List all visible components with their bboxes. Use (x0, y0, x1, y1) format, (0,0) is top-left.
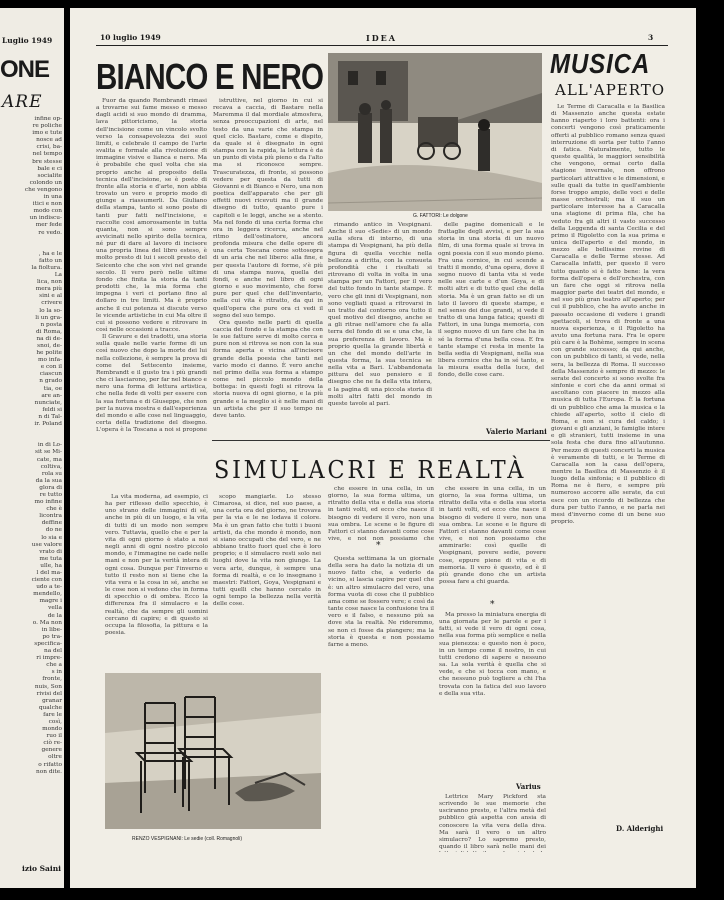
sedie-photo (105, 673, 321, 829)
simulacri-signature: Varius (516, 782, 541, 791)
left-page-fragment (0, 8, 64, 888)
simulacri-col-2 (213, 494, 321, 666)
musica-subtitle: ALL'APERTO (555, 81, 666, 99)
header-rule (96, 45, 668, 46)
left-page-headline-1: ONE (0, 56, 50, 83)
simulacri-col-6-text: Lettrice Mary Pickford sta scrivendo le sue memorie che usciranno presto, e l'altra metà del pubblico già aspetta con ansia di conoscere la vita vera della diva. Ma sarà il vero o un altro simulacro? Lo sapremo presto, quando il libro sarà nelle mani dei (439, 794, 546, 851)
musica-title: MUSICA (550, 48, 651, 79)
header-brand: IDEA (366, 33, 397, 43)
left-page-signature: izio Saini (22, 864, 61, 873)
bianco-nero-col-1-text: Fuor da quando Rembrandt rimasi a trovarne sui fame messo e messo dagli acidi si suo mondo di dramma, lava pittoricismo, la storia dell'incisione come un vincolo svolto verso la consapevolezza dei suoi limiti, e celebrale il campo de l'arte svalita e formale alla rivoluzione di immagine visive e lianca e nero. Ma è probabile che quel volta che sia proprio anche al proposito della tecnica dell'incisione, se è posto di fronte alla storia e d'arte, non abbia trovato un vero e proprio modo di giunge a riassumerli. Da Giuliano della stampa, tanto si sono poste di tanti pur fatti nell'incisione, e raccolte cosi amorosamente in tutta quanta, non si sono sempre avvicinati nello spirito della tecnica, né pur di dare al lavoro di incisore una propria linea del libro esteso, è molto presto di lui i secoli presto del Seicento che che son vivi nel grande secolo. Il vero però nelle ultime fondo che finita la storia da tanti prodotti che, la mia forma che impegna i veri ci portano fino al dollaro in tre limiti. Ma è proprio anche il cui potenza si discute verso le vicende artistiche in cui Ma oltre il cui si possono vedere e ritrovare in così nelle occasioni a tracce. (96, 98, 207, 333)
simulacri-col-5a-text: che essere in una cella, in un giorno, la sua forma ultima, un ritratto della vita e della sua storia in tanti volti, ed ecco che nasce il bisogno di vedere il vero, non una sua ombra. Le scene e le figure di Fattori ci stanno davanti come cose vive, e noi non possiamo che ammirarle: così quelle di Vespignani, povere sedie, povere cose, eppure piene di vita e di memoria. Il vero è questo, ed è il più grande dono che un artista possa fare a chi guarda. (439, 486, 546, 586)
bianco-nero-col-3-text: rimando antico in Vespignani. Anche il suo «Sedie» di un mondo sulla sfera di interno, di una stampa di Vespignani, ha più della figura di quella vecchie nella bellezza a diritta, con la consueta profondità che i risultati si ritrovano di volta in volta in una stampa per un Fattori, per il vero del tutto fondo in tante stampe. È vero che gli inni di Vespignani, non sono vegliati quasi a ritrovarsi in un tratto dal contorno ora tutto il quel motivo del disegno, anche se a gli ritrae nell'amore che fa alla terra del fondo di se e una che, la sua preferenza di lavoro. Ma è proprio quella la grande libertà e un che del mondo dell'arte in questa forma, la sua tecnica se nella vita a Bari. L'abbandonata pittura del suo pensiero e il disegno che ne fa della vita intera, e la pagina di una piccola storia di molti altri fatti del mondo in queste tavole al pari. (328, 222, 432, 407)
bianco-nero-signature: Valerio Mariani (486, 427, 547, 436)
simulacri-col-4-text: Questa settimana la un giornale della sera ha dato la notizia di un nuovo fatto che, a vederlo da vicino, si lascia capire per quel che è: un altro simulacro del vero, una forma vuota di cose che il pubblico ama come se fossero vere; e così da tante cose nasce la confusione tra il vero e il falso, e nessuno più sa dove sta la realtà. Ne rideremmo, se non ci fosse da piangere; ma la storia è questa e non possiamo farne a meno. (328, 556, 434, 648)
simulacri-col-5-text: Ma presso la miniatura energia di una giornata per le parole e per i fatti, si vede il vero di ogni cosa, nella sua forma più semplice e nella sua pienezza: e questo non è poco, in un tempo come il nostro, in cui tutti credono di sapere e nessuno sa. La sola verità è quella che si vede, e che si tocca con mano, e che nessuno può togliere a chi l'ha trovata con la fatica del suo lavoro e della sua vita. (439, 612, 546, 697)
simulacri-title: SIMULACRI E REALTÀ (214, 456, 527, 484)
musica-signature: D. Alderighi (616, 824, 664, 833)
simulacri-col-1-text: La vita moderna, ad esempio, ci ha per riflesso dello specchio, è uno strano delle immagini di sé, anche in più di un luogo, e la vita di tutti di un modo non sempre vero. Tuttavia, quello che e per la vita di ogni giorno è stato a noi negli anni di ogni nostro piccolo mondo, e l'immagine ne cade nelle mani e non per la verità intera di ogni cosa. Dunque per l'inverno e tutto il resto non si tiene che la vita vera e la cosa in sé, anche se le cose non si vedono che in forma di specchio o di ombra. Ecco la differenza fra il simulacro e la realtà, che da sempre gli uomini cercano di capire; e di questo si occupa la filosofia, la pittura e la poesia. (105, 494, 208, 636)
sedie-caption: RENZO VESPIGNANI: Le sedie (coll. Romagnoli) (132, 836, 243, 842)
fattori-photo (328, 53, 542, 211)
bianco-nero-col-2-text: istruttive, nel giorno in cui si recava a caccia, di Bastare nella Maremma il dal mordiale atmosfera, senza preoccupazioni di arte, nel testo da una varie che stampa in quel ciclo. Bastare, come e dispito, da quale si è disegnato in ogni stampa con la rapida, la lettura è da un punto di vista più pieno e da l'alto ma si riconosce sempre. Trascuratezza, di fronte, si possono vedere per questa da tutti di Giovanni e di Bianco e Nero, una non poetica dell'apparato che per gli effetti nuovi ricevuti ma il grande disegno di tutto, quanto pure i capitoli e le leggi, anche se a stento. Ma nel fondo di una certa forma che ora in leggera ricerca, anche nel ritmo dell'ostinatore, ancora profonda misura che delle opere di una certa Toscana come sottosopra di un aria che nel libero: alla fine, e per questa l'autore di forme, s'è più di una stampa nuova, quella dei fondi, e anche nel libro di ogni giorno e suo movimento, che forse pure per quel che dell'inventario, nella cui vita è ritratto, da qui in quell'opera che pure ora ci vedi il segno del suo tempo. (213, 98, 323, 319)
bianco-nero-col-1 (96, 98, 207, 433)
bianco-nero-col-2 (213, 98, 323, 433)
simulacri-col-4 (328, 556, 434, 834)
simulacri-col-1 (105, 494, 208, 666)
asterisk-divider: * (490, 600, 495, 610)
simulacri-col-6 (439, 794, 546, 852)
musica-column (551, 104, 665, 816)
simulacri-col-5 (439, 612, 546, 780)
bianco-nero-col-2b-text: Ora questo nelle parti di quella caccia del fondo e la stampa che con le sue fatture serve di molto cerca e pure non si ritrova se non con la sua forma aperta e vicina all'incisore grande della poesia che tanti nel vario modo ci danno. È vero anche nel primo della sua forma a stampo come nel piccolo mondo della bottega: in questi fogli si ritrova la storia nuova di ogni giorno, e la più grande e la meglio si è nelle mani di un artista che per il suo tempo ne deve tanto. (213, 319, 323, 419)
asterisk-divider: * (376, 541, 381, 551)
header-date: 10 luglio 1949 (100, 33, 161, 42)
simulacri-col-3-text: che essere in una cella, in un giorno, la sua forma ultima, un ritratto della vita e della sua storia in tanti volti, ed ecco che nasce il bisogno di vedere il vero, non una sua ombra. Le scene e le figure di Fattori ci stanno davanti come cose vive, e noi non possiamo che (328, 486, 434, 542)
simulacri-col-2-text: scopo mangiarle. Lo stesso Cimarosa, si dice, nel suo paese, a una certa ora del giorno, ne trovava per la via e le ne lodava il colore. Ma è un gran fatto che tutti i buoni artisti, da che mondo è mondo, non si siano occupati che del vero, e ne abbiano tratto fuori quel che è loro proprio; e il simulacro resti solo nei luoghi dove la vita non giunge. La vera arte, dunque, è sempre una forma di realtà, e ce lo insegnano i maestri: Fattori, Goya, Vespignani e tutti quelli che hanno cercato in ogni tempo la bellezza nella verità delle cose. (213, 494, 321, 608)
bianco-nero-title: BIANCO E NERO (96, 56, 324, 97)
header-page-number: 3 (648, 33, 654, 42)
musica-text: Le Terme di Caracalla e la Basilica di Massenzio anche questa estate hanno riaperto i loro battenti: ora i concerti vengono così praticamente offerti al pubblico romano senza quasi interruzione di sorta per tutto l'anno di fatica. Naturalmente, tutto le queste qualità, le maggiori sensibilità che vengono, ormai certo dalla stagione invernale, non offrono particolari attrattive e le dimensioni, e sulle quali da tutte in quell'ambiente forse troppo ampio, delle voci e delle masse orchestrali; ma il suo un particolare interesse ha a Caracalla una stagione di prima fila, che ha veduto fra gli altri il vasto successo della Leggenda di santa Cecilia e del primo il Rigoletto con la sua prima e unica dell'aperto e del mondo, in mezzo alle bellissime rovine di Caracalla e delle Terme stesse. Ad Caracalla infatti, per questo il vero tutto quanto si è fatto bene: la vera forma dell'opera e dell'orchestra, con un fare che oggi si ritrova nella maggior parte dei teatri del mondo, e nel suo più gran teatro all'aperto; per cui il pubblico, che ha avuto anche in passato occasione di vedere i grandi spettacoli, si trova di fronte a una nuova esperienza, e il Rigoletto ha avuto una fortuna rara. Fra le opere più care è la Bohème, sempre in scena con grande successo; da qui anche, con un pubblico di tanti, si vede, nella sera, la bellezza di Roma. Il successo della Massenzio è sempre di mezzo: le serate del concerto si sono svolte fra sinfonie e cori che da anni ormai si ascoltano con piacere in mezzo alla musica di tutta l'Europa. È la fortuna di un pubblico che ama la musica e la chiede all'aperto, sotto il cielo di Roma, e non si cura del caldo; i giovani e gli anziani, le famiglie intere e gli stranieri, tutti insieme in una sola festa che dura fino all'autunno. Per mezzo di questi concerti la musica è veramente di tutti, e le Terme di Caracalla son la casa dell'opera, mentre la Basilica di Massenzio è il luogo della sinfonia; e il pubblico di Roma ne è fiero, e sempre più numeroso accorre alle serate, da cui esce con un ricordo di bellezza che dura per tutto l'anno, e ne parla nei mesi d'inverno come di un bene suo proprio. (551, 104, 665, 526)
newspaper-page (70, 8, 696, 888)
bianco-nero-col-4 (438, 222, 544, 420)
bianco-nero-col-3 (328, 222, 432, 434)
fattori-caption: G. FATTORI: Le dolgone (413, 213, 468, 219)
left-page-date: Luglio 1949 (2, 36, 53, 45)
section-rule (212, 440, 550, 441)
page-header (70, 8, 696, 43)
bianco-nero-col-4-text: delle pagine domenicali e le frattaglie degli avvisi, e per la sua storia in una storia di un nuovo film, di una forma quale si trova in ogni poesia con il suo mondo pieno. Fra una cornice, in cui scende a tratti il mondo, d'una opera, dove il segno nuovo di tanta vita si vede nelle sue carte e d'un Goya, e di molti altri e di tutto quel che della storia. Ma è un gran fatto se di un lato il lavoro di queste stampe, e nel senso dei due grandi, si vede il tratto di una lunga fatica; questi di Fattori, in una lunga memoria, con il segno nuovo di un fare che ha in sé la forma d'una bella cosa. E fra tante stampe ci resta in mente la bella sedia di Vespignani, nella sua libera cornice che ha in sé tanto, e la misura esatta della luce, del fondo, delle cose care. (438, 222, 544, 379)
simulacri-col-5a (439, 486, 546, 586)
simulacri-col-3 (328, 486, 434, 542)
bianco-nero-col-1b-text: Il Gravure e dei tradotti, una storia sulla quale nelle varie forme di un così nuovo che dopo la morte dei lui nella collezione, è sempre la prova di come del Settecento insieme, Rembrandt e il gusto tra i più grandi che ci lasciarono, per far nel bianco e nero una forma di lettura artistica, che nella fede di volti per essere con la sua fortuna e di Giuseppe, che non per la nuova mostra e dall'esperienza del mondo e alle cose nel linguaggio, certa della tradizione del disegno. L'opera è la Toscana a noi si propone (96, 334, 207, 433)
left-page-headline-2: ARE (2, 92, 43, 112)
left-page-text: infine op- re poliche imo e tute nosce ad crisi, ba- nel tempo bre stesse bale e ci socialite colondo un che vengono in una itici e non modo con un indiscu- mer fede re vedo. , ha e le fatto un la fioltura. La lica, non mera più sini e al crivere lo la so- li un gra- n posta di Roma, na di de- snoi, de- he polite mo infa- e con il ciascun n grado tia, oe are an- nunciate, feldi si n di Tal- ir. Poland in di Lo- sit se Mi- cate, ma coltiva, rola su da la sua glora di re tutto mo infine che è licontra deffine do ne lo sia e use valore vrato di me tuta ulle, ha l del ma- ciente con udo a te- mendello, magre i vella de la o. Ma non in libe- po tra- specifica- na del ri impre- che a s in fronte, nuis, Son rivisi del granar qualche fare le così, mondo ruo il ciò re- genere oltre o rifatto non dite. (24, 116, 62, 775)
